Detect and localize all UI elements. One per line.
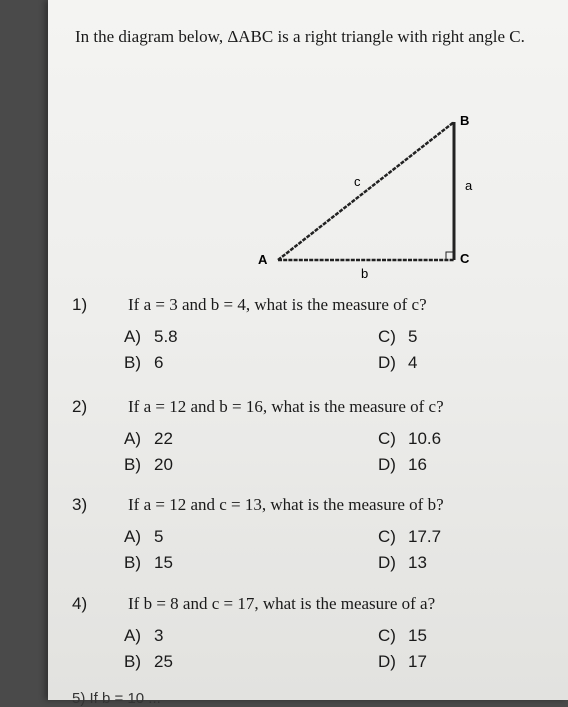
option-letter: B)	[124, 455, 141, 474]
question-number: 3)	[72, 495, 88, 514]
option-a[interactable]	[124, 327, 178, 347]
triangle-diagram	[218, 100, 478, 285]
option-c[interactable]	[378, 527, 441, 547]
option-b[interactable]	[124, 652, 173, 672]
option-value: 15	[408, 626, 427, 645]
worksheet-page	[48, 0, 568, 707]
option-value: 25	[154, 652, 173, 671]
option-c[interactable]	[378, 327, 417, 347]
option-letter: C)	[378, 327, 396, 346]
triangle-svg	[218, 100, 478, 285]
intro-text: In the diagram below, ΔABC is a right triangle with right angle C.	[75, 27, 525, 46]
option-b[interactable]	[124, 353, 163, 373]
option-letter: B)	[124, 652, 141, 671]
option-value: 4	[408, 353, 418, 372]
question-text: If a = 3 and b = 4, what is the measure of c?	[128, 295, 427, 314]
option-value: 22	[154, 429, 173, 448]
option-letter: C)	[378, 527, 396, 546]
option-letter: A)	[124, 327, 141, 346]
question-number: 1)	[72, 295, 88, 314]
option-value: 17.7	[408, 527, 442, 546]
option-letter: C)	[378, 626, 396, 645]
option-a[interactable]	[124, 429, 173, 449]
option-value: 10.6	[408, 429, 442, 448]
option-letter: A)	[124, 429, 141, 448]
vertex-b-label: B	[460, 113, 470, 128]
option-value: 6	[154, 353, 164, 372]
option-letter: D)	[378, 652, 396, 671]
question-3	[48, 495, 568, 595]
vertex-c-label: C	[460, 251, 470, 266]
option-a[interactable]	[124, 626, 163, 646]
option-c[interactable]	[378, 429, 441, 449]
question-text: If a = 12 and c = 13, what is the measure of b?	[128, 495, 444, 514]
side-a-label: a	[465, 178, 473, 193]
option-value: 3	[154, 626, 164, 645]
option-value: 20	[154, 455, 173, 474]
question-number: 4)	[72, 594, 88, 613]
option-value: 5.8	[154, 327, 178, 346]
option-d[interactable]	[378, 353, 417, 373]
side-c-label: c	[354, 174, 361, 189]
question-number: 2)	[72, 397, 88, 416]
option-c[interactable]	[378, 626, 427, 646]
option-letter: D)	[378, 553, 396, 572]
option-d[interactable]	[378, 553, 427, 573]
option-b[interactable]	[124, 553, 173, 573]
option-value: 17	[408, 652, 427, 671]
question-2	[48, 397, 568, 497]
question-text: If a = 12 and b = 16, what is the measure of c?	[128, 397, 444, 416]
option-letter: D)	[378, 455, 396, 474]
option-letter: A)	[124, 626, 141, 645]
option-letter: B)	[124, 353, 141, 372]
vertex-a-label: A	[258, 252, 268, 267]
question-text: If b = 8 and c = 17, what is the measure of a?	[128, 594, 436, 613]
option-d[interactable]	[378, 652, 427, 672]
side-b-label: b	[361, 266, 369, 281]
option-b[interactable]	[124, 455, 173, 475]
side-c-line	[278, 122, 454, 260]
option-value: 5	[154, 527, 164, 546]
option-value: 5	[408, 327, 418, 346]
option-value: 13	[408, 553, 427, 572]
option-letter: B)	[124, 553, 141, 572]
option-value: 15	[154, 553, 173, 572]
option-d[interactable]	[378, 455, 427, 475]
question-4	[48, 594, 568, 694]
option-a[interactable]	[124, 527, 163, 547]
question-1	[48, 295, 568, 395]
option-letter: D)	[378, 353, 396, 372]
option-letter: C)	[378, 429, 396, 448]
cutoff-question-text: 5) If b = 10 ...	[72, 690, 161, 707]
option-letter: A)	[124, 527, 141, 546]
option-value: 16	[408, 455, 427, 474]
